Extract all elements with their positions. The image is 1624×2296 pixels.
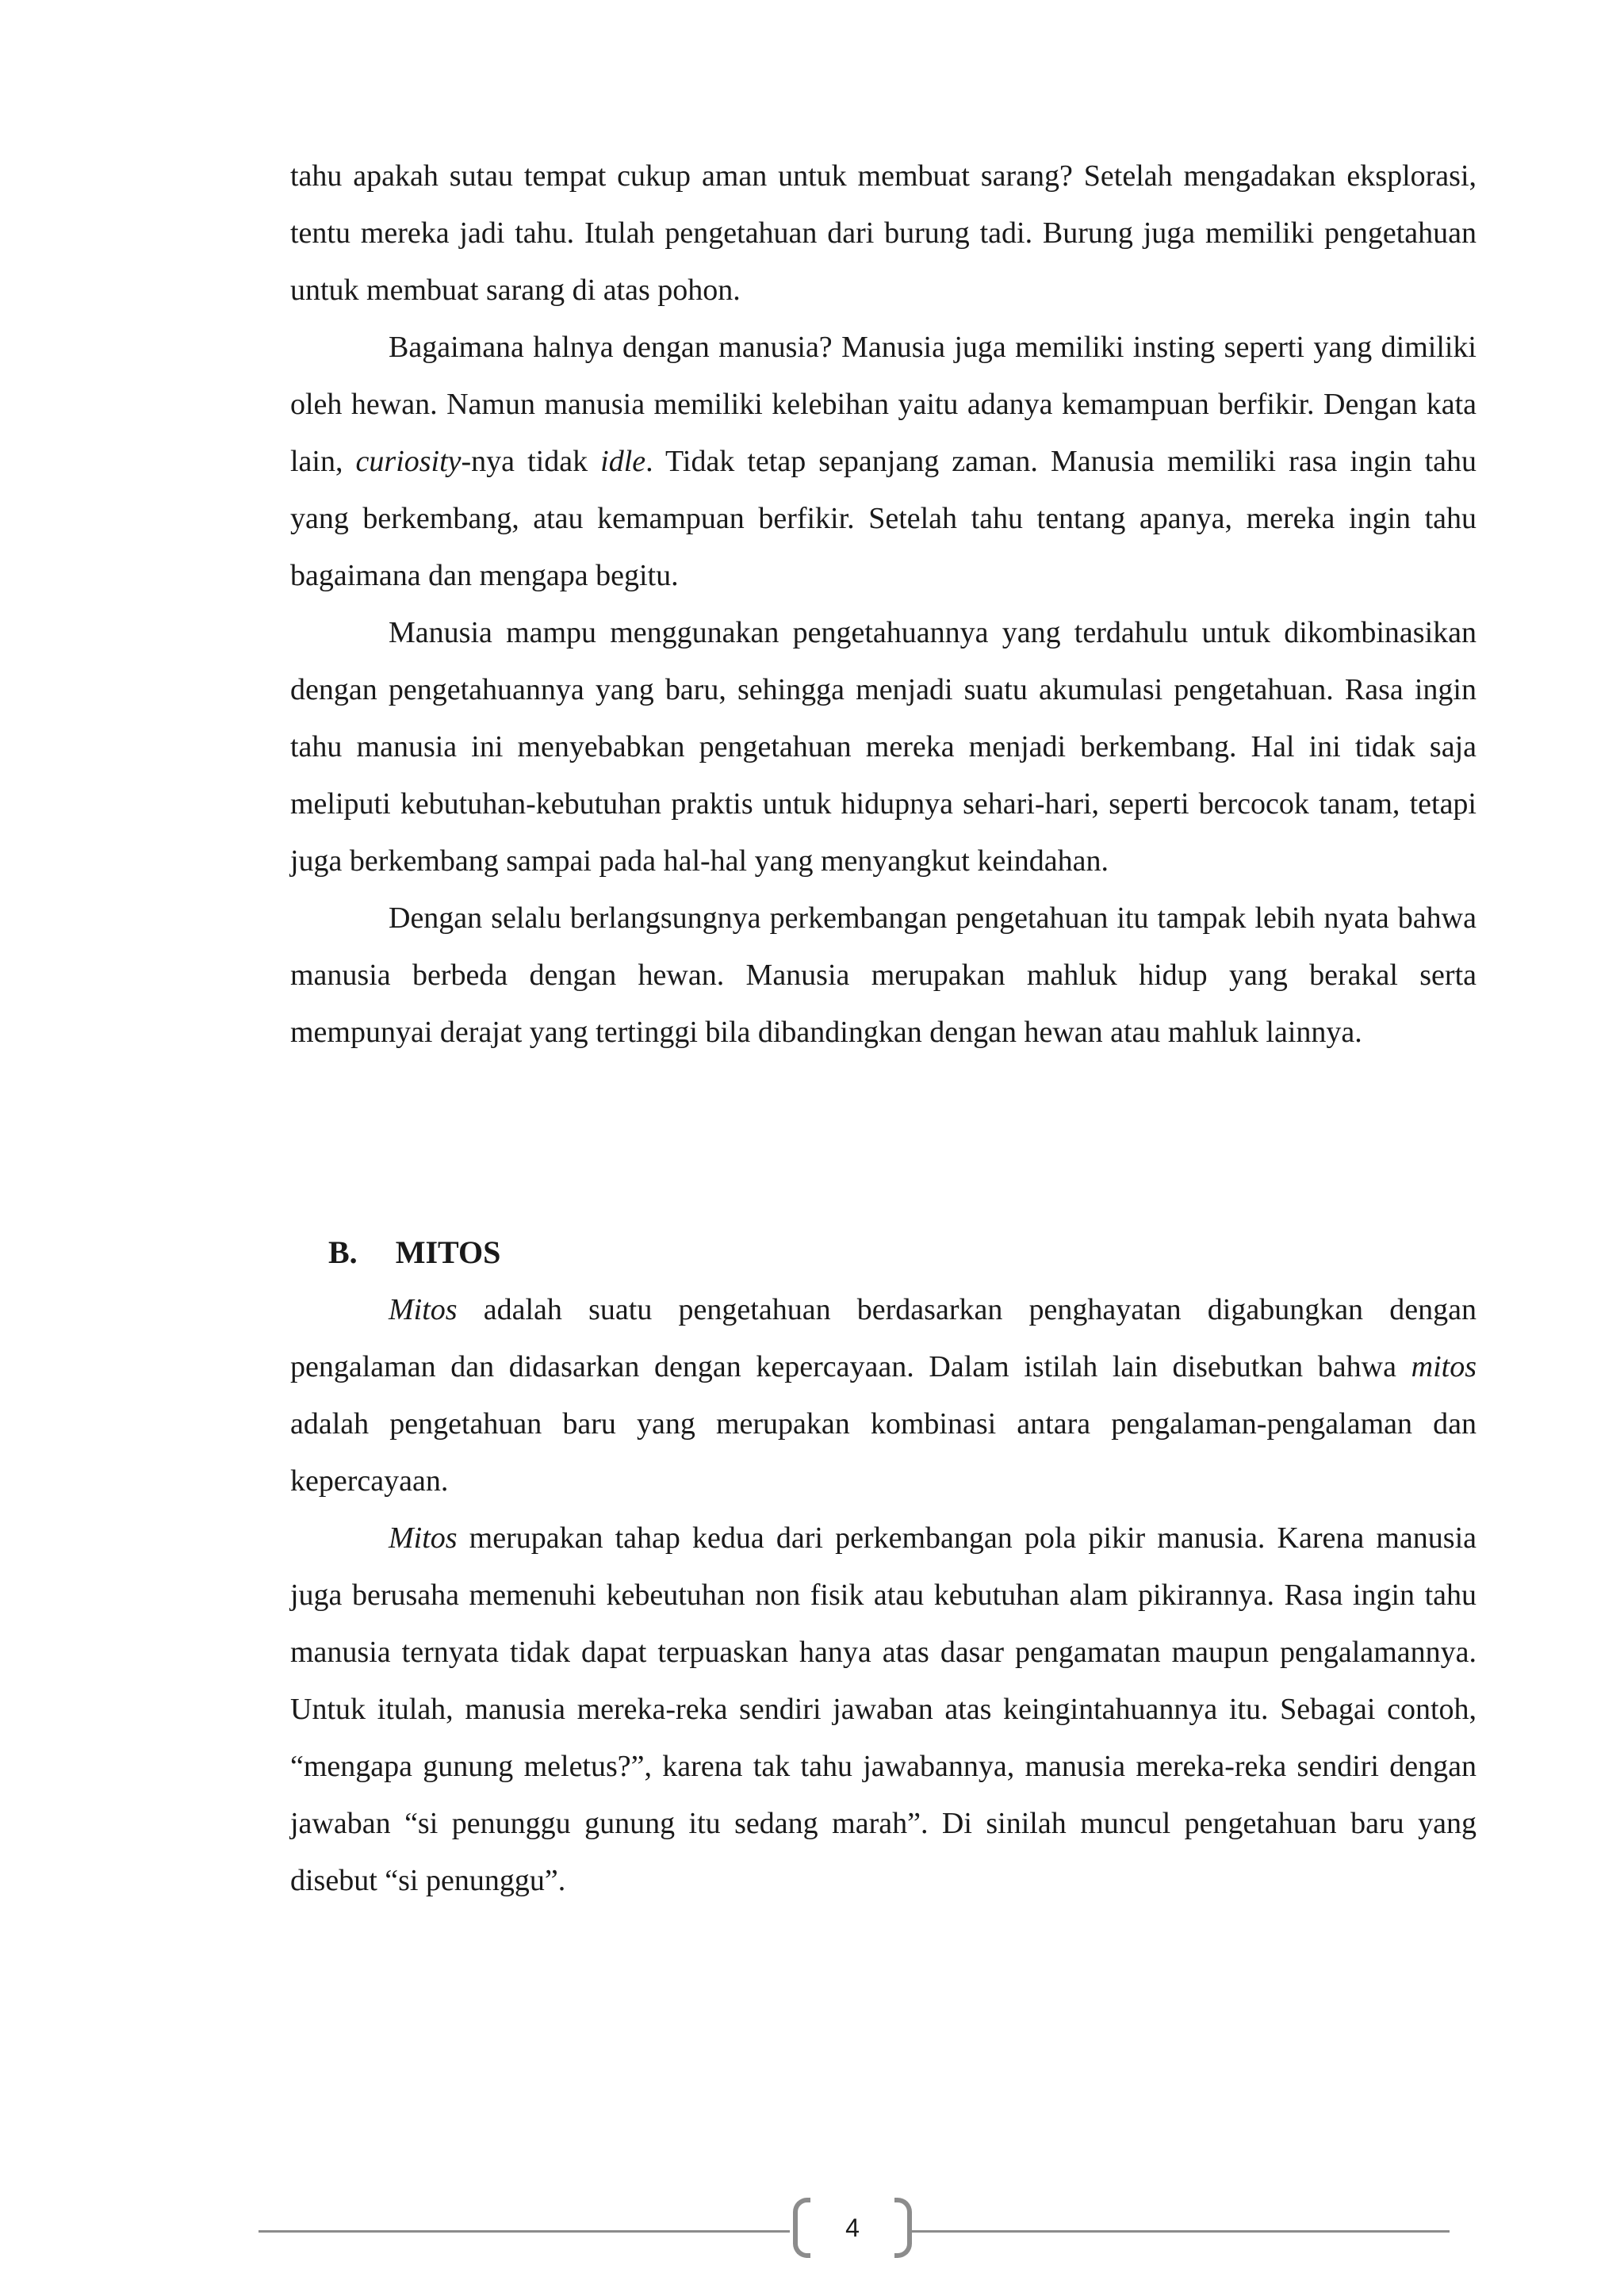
paragraph-2-text-c: . Tidak tetap sepanjang zaman. Manusia memiliki rasa ingin tahu yang berkembang, atau kemampuan berfikir. Setelah tahu tentang apanya, mereka ingin tahu bagaimana dan mengapa begitu. [290,445,1477,592]
italic-term-idle: idle [600,445,646,478]
mitos-paragraph-1 [290,1281,1477,1510]
italic-term-mitos-2: mitos [1411,1350,1477,1383]
footer-rule-left [259,2230,790,2233]
paragraph-1 [290,147,1477,319]
paragraph-2-text-b: -nya tidak [461,445,601,478]
italic-term-mitos: Mitos [389,1293,458,1326]
mitos-paragraph-2-text: merupakan tahap kedua dari perkembangan pola pikir manusia. Karena manusia juga berusaha memenuhi kebeutuhan non fisik atau kebutuhan alam pikirannya. Rasa ingin tahu manusia ternyata tidak dapat terpuaskan hanya atas dasar pengamatan maupun pengalamannya. Untuk itulah, manusia mereka-reka sendiri jawaban atas keingintahuannya itu. Sebagai contoh, “mengapa gunung meletus?”, karena tak tahu jawabannya, manusia mereka-reka sendiri dengan jawaban “si penunggu gunung itu sedang marah”. Di sinilah muncul pengetahuan baru yang disebut “si penunggu”. [290,1521,1477,1897]
paragraph-2 [290,319,1477,604]
mitos-paragraph-1-text-b: adalah pengetahuan baru yang merupakan kombinasi antara pengalaman-pengalaman dan kepercayaan. [290,1407,1477,1498]
page-number-bracket-right [894,2198,912,2258]
paragraph-3-text: Manusia mampu menggunakan pengetahuannya yang terdahulu untuk dikombinasikan dengan pengetahuannya yang baru, sehingga menjadi suatu akumulasi pengetahuan. Rasa ingin tahu manusia ini menyebabkan pengetahuan mereka menjadi berkembang. Hal ini tidak saja meliputi kebutuhan-kebutuhan praktis untuk hidupnya sehari-hari, seperti bercocok tanam, tetapi juga berkembang sampai pada hal-hal yang menyangkut keindahan. [290,616,1477,878]
paragraph-4-text: Dengan selalu berlangsungnya perkembangan pengetahuan itu tampak lebih nyata bahwa manusia berbeda dengan hewan. Manusia merupakan mahluk hidup yang berakal serta mempunyai derajat yang tertinggi bila dibandingkan dengan hewan atau mahluk lainnya. [290,901,1477,1049]
paragraph-1-text: tahu apakah sutau tempat cukup aman untuk membuat sarang? Setelah mengadakan eksplorasi, tentu mereka jadi tahu. Itulah pengetahuan dari burung tadi. Burung juga memiliki pengetahuan untuk membuat sarang di atas pohon. [290,159,1477,307]
paragraph-3 [290,604,1477,890]
page-number: 4 [845,2214,860,2242]
mitos-paragraph-1-text-a: adalah suatu pengetahuan berdasarkan penghayatan digabungkan dengan pengalaman dan didasarkan dengan kepercayaan. Dalam istilah lain disebutkan bahwa [290,1293,1477,1383]
footer-rule-right [910,2230,1450,2233]
page-number-bracket-left [793,2198,810,2258]
italic-term-mitos-3: Mitos [389,1521,458,1555]
section-heading [328,1224,500,1281]
mitos-paragraph-2 [290,1510,1477,1909]
section-title: MITOS [395,1234,501,1270]
section-a-body [290,147,1477,1061]
section-b-body [290,1281,1477,1909]
paragraph-2-text-a: Bagaimana halnya dengan manusia? Manusia juga memiliki insting seperti yang dimiliki oleh hewan. Namun manusia memiliki kelebihan yaitu adanya kemampuan berfikir. Dengan kata lain, [290,331,1477,478]
section-number: B. [328,1234,358,1270]
paragraph-4 [290,890,1477,1061]
italic-term-curiosity: curiosity [355,445,462,478]
